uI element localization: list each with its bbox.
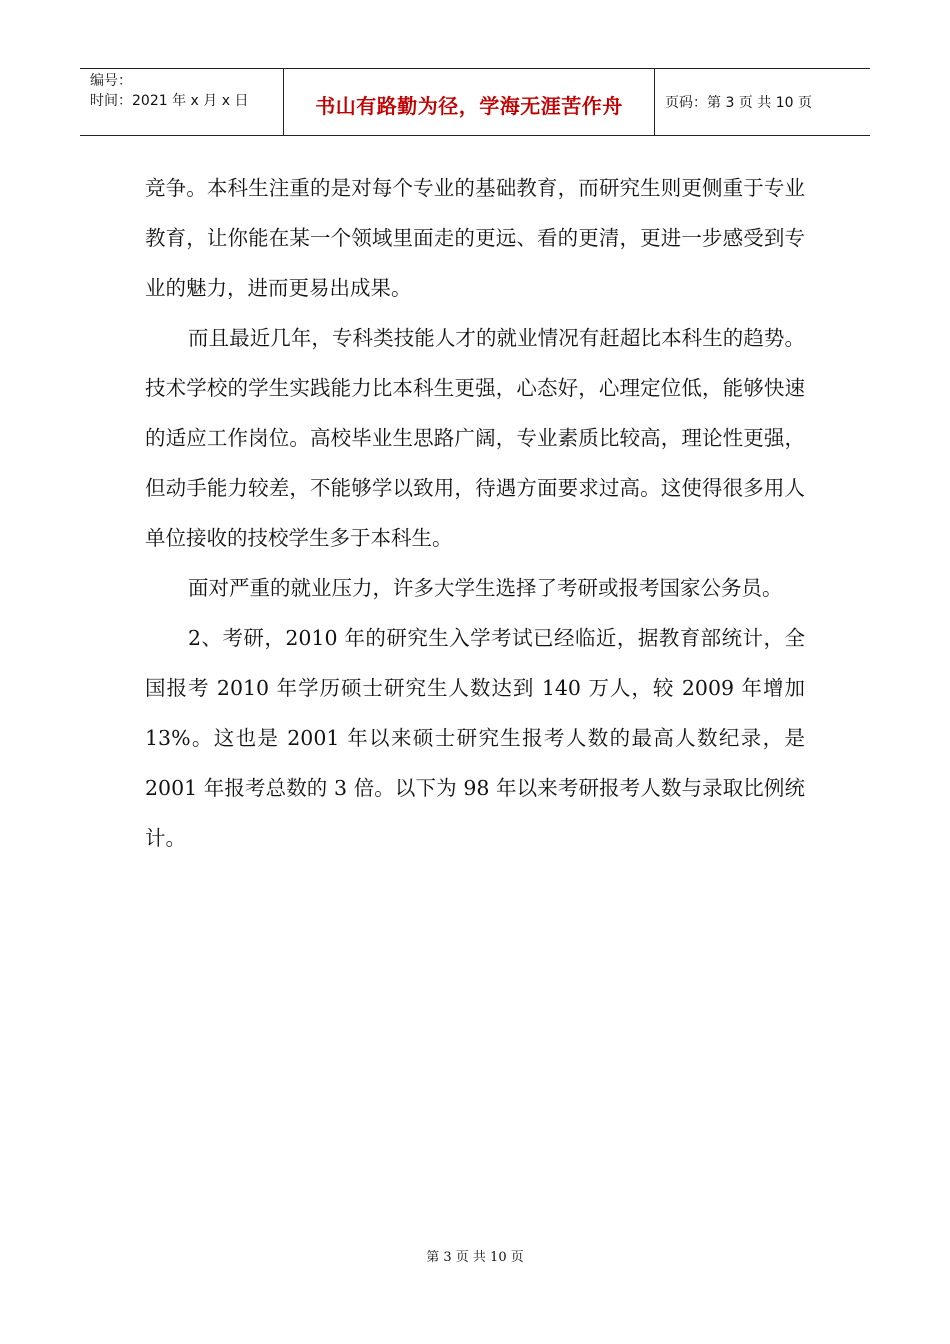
header-motto-cell (283, 69, 655, 135)
document-body (145, 163, 805, 863)
document-time-label: 时间：2021 年 x 月 x 日 (90, 93, 249, 109)
header-page-info: 页码：第 3 页 共 10 页 (665, 95, 812, 111)
paragraph-vocational-trend: 而且最近几年，专科类技能人才的就业情况有赶超比本科生的趋势。技术学校的学生实践能力比本科生更强，心态好，心理定位低，能够快速的适应工作岗位。高校毕业生思路广阔，专业素质比较高，理论性更强，但动手能力较差，不能够学以致用，待遇方面要求过高。这使得很多用人单位接收的技校学生多于本科生。 (145, 326, 805, 550)
header-meta (80, 69, 283, 135)
document-number-label: 编号： (90, 73, 132, 89)
page-footer: 第 3 页 共 10 页 (426, 1250, 524, 1265)
paragraph-continuation: 竞争。本科生注重的是对每个专业的基础教育，而研究生则更侧重于专业教育，让你能在某一个领域里面走的更远、看的更清，更进一步感受到专业的魅力，进而更易出成果。 (145, 176, 805, 300)
header-motto: 书山有路勤为径，学海无涯苦作舟 (315, 93, 623, 118)
header-page-info-cell (655, 69, 870, 135)
paragraph-graduate-exam: 2、考研，2010 年的研究生入学考试已经临近，据教育部统计，全国报考 2010 年学历硕士研究生人数达到 140 万人，较 2009 年增加 13%。这也是 2001 年以来硕士研究生报考人数的最高人数纪录，是 2001 年报考总数的 3 倍。以下为 98 年以来考研报考人数与录取比例统计。 (145, 626, 805, 850)
paragraph-employment-pressure: 面对严重的就业压力，许多大学生选择了考研或报考国家公务员。 (188, 576, 783, 600)
page-header (80, 68, 870, 136)
